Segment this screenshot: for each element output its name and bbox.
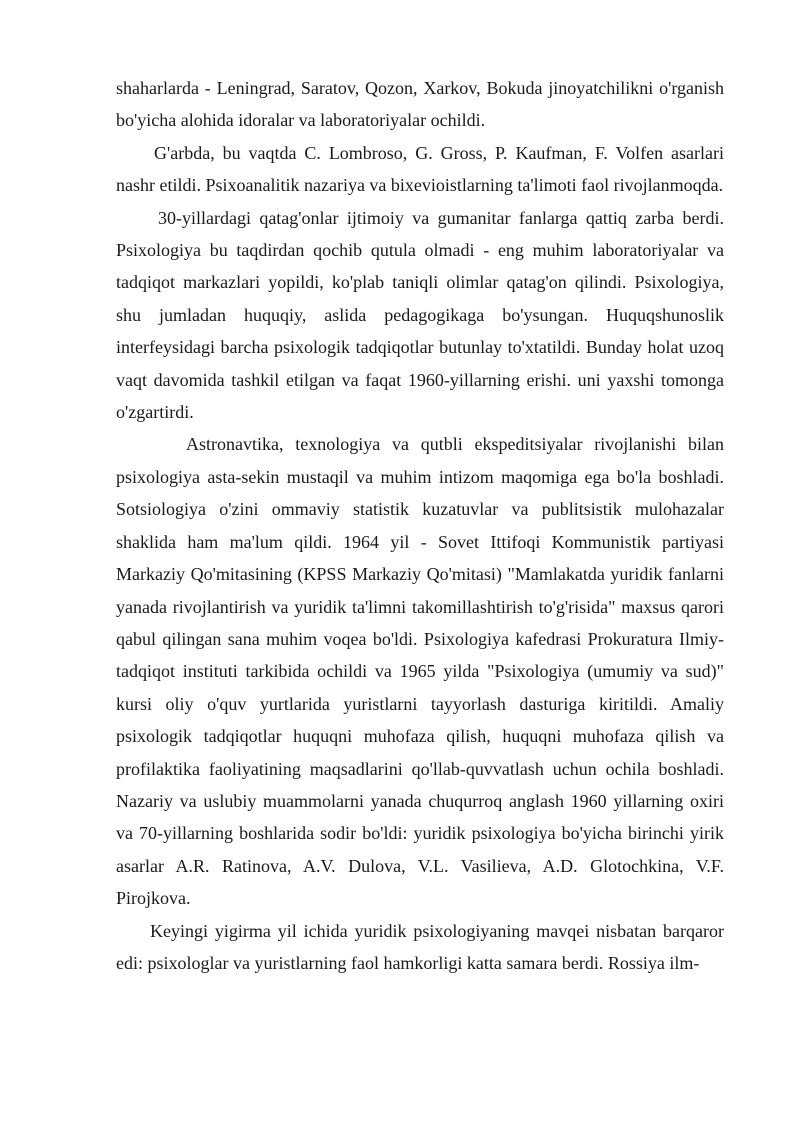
paragraph-west: G'arbda, bu vaqtda C. Lombroso, G. Gross, P. Kaufman, F. Volfen asarlari nashr etildi. Psixoanalitik nazariya va bixevioistlarning ta'limoti faol rivojlanmoqda. bbox=[116, 142, 724, 196]
document-body bbox=[116, 72, 724, 979]
paragraph-astronautics: Astronavtika, texnologiya va qutbli ekspeditsiyalar rivojlanishi bilan psixologiya asta-sekin mustaqil va muhim intizom maqomiga ega bo'la boshladi. Sotsiologiya o'zini ommaviy statistik kuzatuvlar va publitsistik mulohazalar shaklida ham ma'lum qildi. 1964 yil - Sovet Ittifoqi Kommunistik partiyasi Markaziy Qo'mitasining (KPSS Markaziy Qo'mitasi) "Mamlakatda yuridik fanlarni yanada rivojlantirish va yuridik ta'limni takomillashtirish to'g'risida" maxsus qarori qabul qilingan sana muhim voqea bo'ldi. Psixologiya kafedrasi Prokuratura Ilmiy-tadqiqot instituti tarkibida ochildi va 1965 yilda "Psixologiya (umumiy va sud)" kursi oliy o'quv yurtlarida yuristlarni tayyorlash dasturiga kiritildi. Amaliy psixologik tadqiqotlar huquqni muhofaza qilish, huquqni muhofaza qilish va profilaktika faoliyatining maqsadlarini qo'llab-quvvatlash uchun ochila boshladi. Nazariy va uslubiy muammolarni yanada chuqurroq anglash 1960 yillarning oxiri va 70-yillarning boshlarida sodir bo'ldi: yuridik psixologiya bo'yicha birinchi yirik asarlar A.R. Ratinova, A.V. Dulova, V.L. Vasilieva, A.D. Glotochkina, V.F. Pirojkova. bbox=[116, 434, 724, 909]
paragraph-next-twenty-years: Keyingi yigirma yil ichida yuridik psixologiyaning mavqei nisbatan barqaror edi: psixologlar va yuristlarning faol hamkorligi katta samara berdi. Rossiya ilm- bbox=[116, 920, 724, 973]
paragraph-cities: shaharlarda - Leningrad, Saratov, Qozon, Xarkov, Bokuda jinoyatchilikni o'rganish bo'yicha alohida idoralar va laboratoriyalar ochildi. bbox=[116, 78, 724, 131]
paragraph-repressions: 30-yillardagi qatag'onlar ijtimoiy va gumanitar fanlarga qattiq zarba berdi. Psixologiya bu taqdirdan qochib qutula olmadi - eng muhim laboratoriyalar va tadqiqot markazlari yopildi, ko'plab taniqli olimlar qatag'on qilindi. Psixologiya, shu jumladan huquqiy, aslida pedagogikaga bo'ysungan. Huquqshunoslik interfeysidagi barcha psixologik tadqiqotlar butunlay to'xtatildi. Bunday holat uzoq vaqt davomida tashkil etilgan va faqat 1960-yillarning erishi. uni yaxshi tomonga o'zgartirdi. bbox=[116, 207, 724, 423]
